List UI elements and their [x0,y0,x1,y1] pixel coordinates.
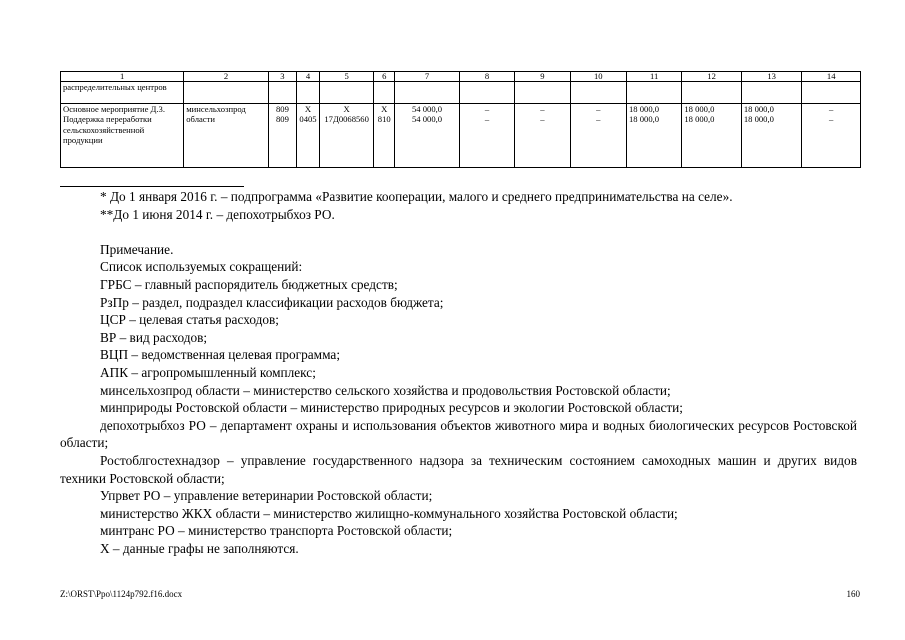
abbreviation-item: Ростоблгостехнадзор – управление государственного надзора за техническим состоянием самоходных машин и других видов техники Ростовской области; [60,452,857,486]
table-cell [570,82,626,104]
abbreviation-item: Упрвет РО – управление ветеринарии Ростовской области; [100,488,433,504]
table-cell [184,82,269,104]
table-header-row [61,72,861,82]
table-cell: Основное мероприятие Д.3. Поддержка переработки сельскохозяйственной продукции [61,104,184,168]
notes-section [60,188,857,557]
table-cell: Х 17Д0068560 [319,104,373,168]
column-header: 2 [184,72,269,82]
table-cell: Х 0405 [297,104,320,168]
table-cell: 18 000,0 18 000,0 [682,104,742,168]
table-cell [395,82,460,104]
table-cell: – – [459,104,514,168]
budget-table [60,71,861,168]
table-cell: минсельхозпрод области [184,104,269,168]
abbreviation-item: депохотрыбхоз РО – департамент охраны и использования объектов животного мира и водных биологических ресурсов Ростовской области; [60,417,857,451]
table-cell: 54 000,0 54 000,0 [395,104,460,168]
table-cell [268,82,296,104]
table-cell: Х 810 [374,104,395,168]
table-cell [626,82,681,104]
table-cell [515,82,570,104]
abbreviations-heading: Список используемых сокращений: [100,259,303,275]
footnote: **До 1 июня 2014 г. – депохотрыбхоз РО. [100,206,335,222]
table-cell: 18 000,0 18 000,0 [626,104,681,168]
abbreviation-item: ГРБС – главный распорядитель бюджетных средств; [100,276,398,292]
table-cell: – – [802,104,861,168]
column-header: 7 [395,72,460,82]
table-cell [319,82,373,104]
table-cell [374,82,395,104]
column-header: 11 [626,72,681,82]
column-header: 9 [515,72,570,82]
footnote-separator [60,186,244,187]
table-cell: 18 000,0 18 000,0 [741,104,802,168]
column-header: 4 [297,72,320,82]
abbreviation-item: ВЦП – ведомственная целевая программа; [100,347,341,363]
table-cell: – – [515,104,570,168]
column-header: 5 [319,72,373,82]
table-cell [741,82,802,104]
column-header: 6 [374,72,395,82]
column-header: 14 [802,72,861,82]
note-heading: Примечание. [100,241,174,257]
abbreviation-item: минприроды Ростовской области – министерство природных ресурсов и экологии Ростовской области; [100,400,683,416]
table-cell: 809 809 [268,104,296,168]
table-cell [459,82,514,104]
abbreviation-item: минтранс РО – министерство транспорта Ростовской области; [100,523,453,539]
abbreviation-item: ЦСР – целевая статья расходов; [100,312,279,328]
column-header: 10 [570,72,626,82]
file-path: Z:\ORST\Ppo\1124p792.f16.docx [60,589,183,599]
column-header: 8 [459,72,514,82]
abbreviation-item: минсельхозпрод области – министерство сельского хозяйства и продовольствия Ростовской области; [100,382,671,398]
table-cell [297,82,320,104]
column-header: 12 [682,72,742,82]
table-cell: – – [570,104,626,168]
footnote: * До 1 января 2016 г. – подпрограмма «Развитие кооперации, малого и среднего предпринимательства на селе». [100,189,733,204]
column-header: 13 [741,72,802,82]
table-cell [682,82,742,104]
abbreviation-item: министерство ЖКХ области – министерство жилищно-коммунального хозяйства Ростовской области; [100,505,678,521]
abbreviation-item: ВР – вид расходов; [100,329,208,345]
abbreviation-item: Х – данные графы не заполняются. [100,540,299,556]
column-header: 1 [61,72,184,82]
column-header: 3 [268,72,296,82]
table-cell: распределительных центров [61,82,184,104]
abbreviation-item: РзПр – раздел, подраздел классификации расходов бюджета; [100,294,444,310]
page-number: 160 [846,589,860,599]
table-cell [802,82,861,104]
table-row [61,82,861,104]
table-row [61,104,861,168]
abbreviation-item: АПК – агропромышленный комплекс; [100,364,316,380]
